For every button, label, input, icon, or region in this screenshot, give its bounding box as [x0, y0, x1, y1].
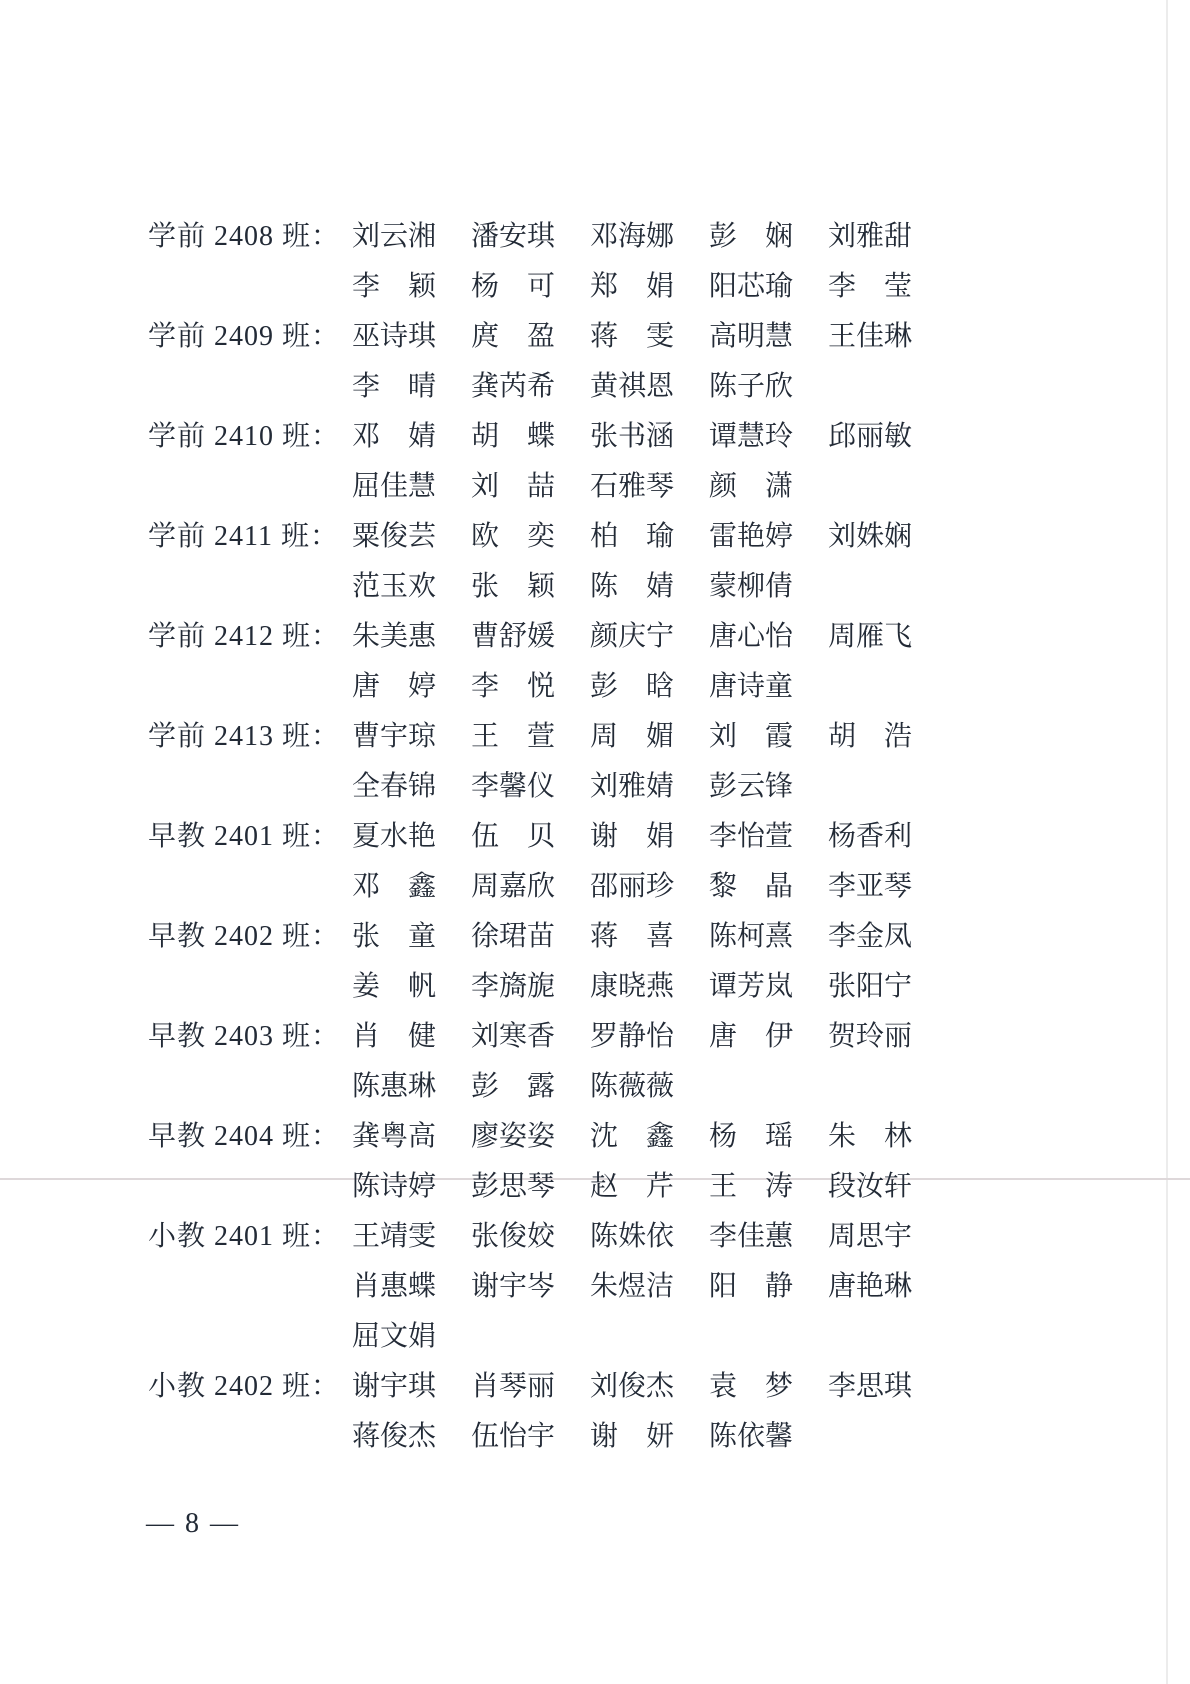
student-name: 李 悦	[471, 671, 556, 702]
roster-row	[148, 362, 1128, 412]
student-name: 龚粤高	[352, 1121, 437, 1152]
roster-row	[148, 912, 1128, 962]
row-names	[352, 262, 947, 312]
row-names	[352, 962, 947, 1012]
student-name: 李旖旎	[471, 971, 556, 1002]
student-name: 胡 蝶	[471, 421, 556, 452]
student-name: 袁 梦	[709, 1371, 794, 1402]
student-name: 周 媚	[590, 721, 675, 752]
row-names	[352, 612, 947, 662]
row-names	[352, 1312, 471, 1362]
class-label	[148, 1262, 352, 1312]
student-name: 彭 露	[471, 1071, 556, 1102]
student-name: 颜庆宁	[590, 621, 675, 652]
student-name: 庹 盈	[471, 321, 556, 352]
roster-row	[148, 962, 1128, 1012]
row-names	[352, 1412, 828, 1462]
student-name: 蒋俊杰	[352, 1421, 437, 1452]
class-label	[148, 1062, 352, 1112]
row-names	[352, 212, 947, 262]
class-label	[148, 862, 352, 912]
student-name: 范玉欢	[352, 571, 437, 602]
class-label: 早教 2404 班：	[148, 1121, 341, 1152]
row-names	[352, 912, 947, 962]
student-name: 赵 芹	[590, 1171, 675, 1202]
scan-artifact-vertical-line	[1166, 0, 1168, 1684]
class-label: 学前 2410 班：	[148, 421, 341, 452]
roster	[148, 212, 1128, 1462]
student-name: 黄祺恩	[590, 371, 675, 402]
student-name: 段汝轩	[828, 1171, 913, 1202]
student-name: 李 颖	[352, 271, 437, 302]
student-name: 刘姝娴	[828, 521, 913, 552]
student-name: 唐 婷	[352, 671, 437, 702]
student-name: 李思琪	[828, 1371, 913, 1402]
student-name: 李亚琴	[828, 871, 913, 902]
student-name: 黎 晶	[709, 871, 794, 902]
student-name: 陈 婧	[590, 571, 675, 602]
class-label	[148, 1412, 352, 1462]
student-name: 沈 鑫	[590, 1121, 675, 1152]
student-name: 杨香利	[828, 821, 913, 852]
class-label	[148, 562, 352, 612]
student-name: 蒋 喜	[590, 921, 675, 952]
student-name: 谭芳岚	[709, 971, 794, 1002]
student-name: 彭 娴	[709, 221, 794, 252]
roster-row	[148, 662, 1128, 712]
student-name: 屈佳慧	[352, 471, 437, 502]
student-name: 周嘉欣	[471, 871, 556, 902]
row-names	[352, 362, 828, 412]
student-name: 徐珺苗	[471, 921, 556, 952]
roster-row	[148, 1412, 1128, 1462]
student-name: 陈惠琳	[352, 1071, 437, 1102]
roster-row	[148, 612, 1128, 662]
student-name: 李佳蕙	[709, 1221, 794, 1252]
student-name: 胡 浩	[828, 721, 913, 752]
student-name: 张书涵	[590, 421, 675, 452]
student-name: 张俊姣	[471, 1221, 556, 1252]
student-name: 粟俊芸	[352, 521, 437, 552]
student-name: 巫诗琪	[352, 321, 437, 352]
student-name: 肖 健	[352, 1021, 437, 1052]
roster-row	[148, 562, 1128, 612]
student-name: 潘安琪	[471, 221, 556, 252]
class-label	[148, 962, 352, 1012]
row-names	[352, 1012, 947, 1062]
roster-row	[148, 712, 1128, 762]
student-name: 肖琴丽	[471, 1371, 556, 1402]
class-label: 学前 2413 班：	[148, 721, 341, 752]
row-names	[352, 412, 947, 462]
student-name: 唐心怡	[709, 621, 794, 652]
student-name: 王 涛	[709, 1171, 794, 1202]
row-names	[352, 762, 828, 812]
student-name: 杨 可	[471, 271, 556, 302]
student-name: 邓海娜	[590, 221, 675, 252]
student-name: 邓 婧	[352, 421, 437, 452]
roster-row	[148, 1162, 1128, 1212]
class-label: 小教 2402 班：	[148, 1371, 341, 1402]
roster-row	[148, 212, 1128, 262]
class-label: 早教 2402 班：	[148, 921, 341, 952]
student-name: 陈姝依	[590, 1221, 675, 1252]
student-name: 刘寒香	[471, 1021, 556, 1052]
student-name: 姜 帆	[352, 971, 437, 1002]
row-names	[352, 462, 828, 512]
class-label: 早教 2401 班：	[148, 821, 341, 852]
row-names	[352, 862, 947, 912]
row-names	[352, 1362, 947, 1412]
student-name: 肖惠蝶	[352, 1271, 437, 1302]
student-name: 贺玲丽	[828, 1021, 913, 1052]
student-name: 陈子欣	[709, 371, 794, 402]
roster-row	[148, 1012, 1128, 1062]
row-names	[352, 562, 828, 612]
student-name: 伍怡宇	[471, 1421, 556, 1452]
student-name: 阳 静	[709, 1271, 794, 1302]
student-name: 朱美惠	[352, 621, 437, 652]
student-name: 谢宇琪	[352, 1371, 437, 1402]
class-label: 学前 2408 班：	[148, 221, 341, 252]
student-name: 刘 霞	[709, 721, 794, 752]
student-name: 蒙柳倩	[709, 571, 794, 602]
student-name: 唐艳琳	[828, 1271, 913, 1302]
student-name: 刘雅甜	[828, 221, 913, 252]
student-name: 阳芯瑜	[709, 271, 794, 302]
student-name: 全春锦	[352, 771, 437, 802]
roster-row	[148, 812, 1128, 862]
row-names	[352, 312, 947, 362]
student-name: 李 晴	[352, 371, 437, 402]
student-name: 彭思琴	[471, 1171, 556, 1202]
class-label	[148, 762, 352, 812]
student-name: 彭 晗	[590, 671, 675, 702]
student-name: 周雁飞	[828, 621, 913, 652]
roster-row	[148, 1112, 1128, 1162]
row-names	[352, 1112, 947, 1162]
student-name: 曹宇琼	[352, 721, 437, 752]
student-name: 曹舒媛	[471, 621, 556, 652]
row-names	[352, 812, 947, 862]
row-names	[352, 662, 828, 712]
student-name: 邵丽珍	[590, 871, 675, 902]
class-label: 学前 2412 班：	[148, 621, 341, 652]
student-name: 柏 瑜	[590, 521, 675, 552]
student-name: 李怡萱	[709, 821, 794, 852]
student-name: 李馨仪	[471, 771, 556, 802]
student-name: 周思宇	[828, 1221, 913, 1252]
student-name: 杨 瑶	[709, 1121, 794, 1152]
student-name: 唐诗童	[709, 671, 794, 702]
class-label	[148, 662, 352, 712]
class-label	[148, 1312, 352, 1362]
student-name: 陈柯熹	[709, 921, 794, 952]
student-name: 石雅琴	[590, 471, 675, 502]
roster-row	[148, 512, 1128, 562]
roster-row	[148, 862, 1128, 912]
roster-row	[148, 1062, 1128, 1112]
row-names	[352, 512, 947, 562]
class-label: 早教 2403 班：	[148, 1021, 341, 1052]
student-name: 朱 林	[828, 1121, 913, 1152]
student-name: 谢 娟	[590, 821, 675, 852]
student-name: 廖姿姿	[471, 1121, 556, 1152]
student-name: 刘 喆	[471, 471, 556, 502]
student-name: 龚芮希	[471, 371, 556, 402]
student-name: 张 童	[352, 921, 437, 952]
roster-row	[148, 1212, 1128, 1262]
roster-row	[148, 1362, 1128, 1412]
student-name: 夏水艳	[352, 821, 437, 852]
student-name: 刘雅婧	[590, 771, 675, 802]
class-label	[148, 262, 352, 312]
student-name: 屈文娟	[352, 1321, 437, 1352]
row-names	[352, 1162, 947, 1212]
student-name: 李 莹	[828, 271, 913, 302]
roster-row	[148, 1262, 1128, 1312]
student-name: 张阳宁	[828, 971, 913, 1002]
student-name: 张 颖	[471, 571, 556, 602]
class-label	[148, 1162, 352, 1212]
student-name: 朱煜洁	[590, 1271, 675, 1302]
row-names	[352, 1212, 947, 1262]
class-label	[148, 362, 352, 412]
student-name: 罗静怡	[590, 1021, 675, 1052]
student-name: 颜 潇	[709, 471, 794, 502]
student-name: 高明慧	[709, 321, 794, 352]
student-name: 郑 娟	[590, 271, 675, 302]
roster-row	[148, 412, 1128, 462]
student-name: 王靖雯	[352, 1221, 437, 1252]
student-name: 陈依馨	[709, 1421, 794, 1452]
student-name: 谢宇岑	[471, 1271, 556, 1302]
row-names	[352, 1062, 709, 1112]
student-name: 彭云锋	[709, 771, 794, 802]
row-names	[352, 712, 947, 762]
roster-row	[148, 462, 1128, 512]
class-label: 小教 2401 班：	[148, 1221, 341, 1252]
class-label: 学前 2409 班：	[148, 321, 341, 352]
student-name: 欧 奕	[471, 521, 556, 552]
student-name: 陈薇薇	[590, 1071, 675, 1102]
student-name: 王佳琳	[828, 321, 913, 352]
class-label: 学前 2411 班：	[148, 521, 339, 552]
roster-row	[148, 262, 1128, 312]
student-name: 唐 伊	[709, 1021, 794, 1052]
student-name: 谭慧玲	[709, 421, 794, 452]
student-name: 邱丽敏	[828, 421, 913, 452]
student-name: 刘俊杰	[590, 1371, 675, 1402]
student-name: 伍 贝	[471, 821, 556, 852]
student-name: 刘云湘	[352, 221, 437, 252]
roster-row	[148, 1312, 1128, 1362]
row-names	[352, 1262, 947, 1312]
page-number: — 8 —	[146, 1508, 240, 1539]
class-label	[148, 462, 352, 512]
student-name: 邓 鑫	[352, 871, 437, 902]
student-name: 谢 妍	[590, 1421, 675, 1452]
student-name: 康晓燕	[590, 971, 675, 1002]
student-name: 蒋 雯	[590, 321, 675, 352]
student-name: 王 萱	[471, 721, 556, 752]
roster-row	[148, 762, 1128, 812]
student-name: 陈诗婷	[352, 1171, 437, 1202]
student-name: 雷艳婷	[709, 521, 794, 552]
student-name: 李金凤	[828, 921, 913, 952]
roster-row	[148, 312, 1128, 362]
